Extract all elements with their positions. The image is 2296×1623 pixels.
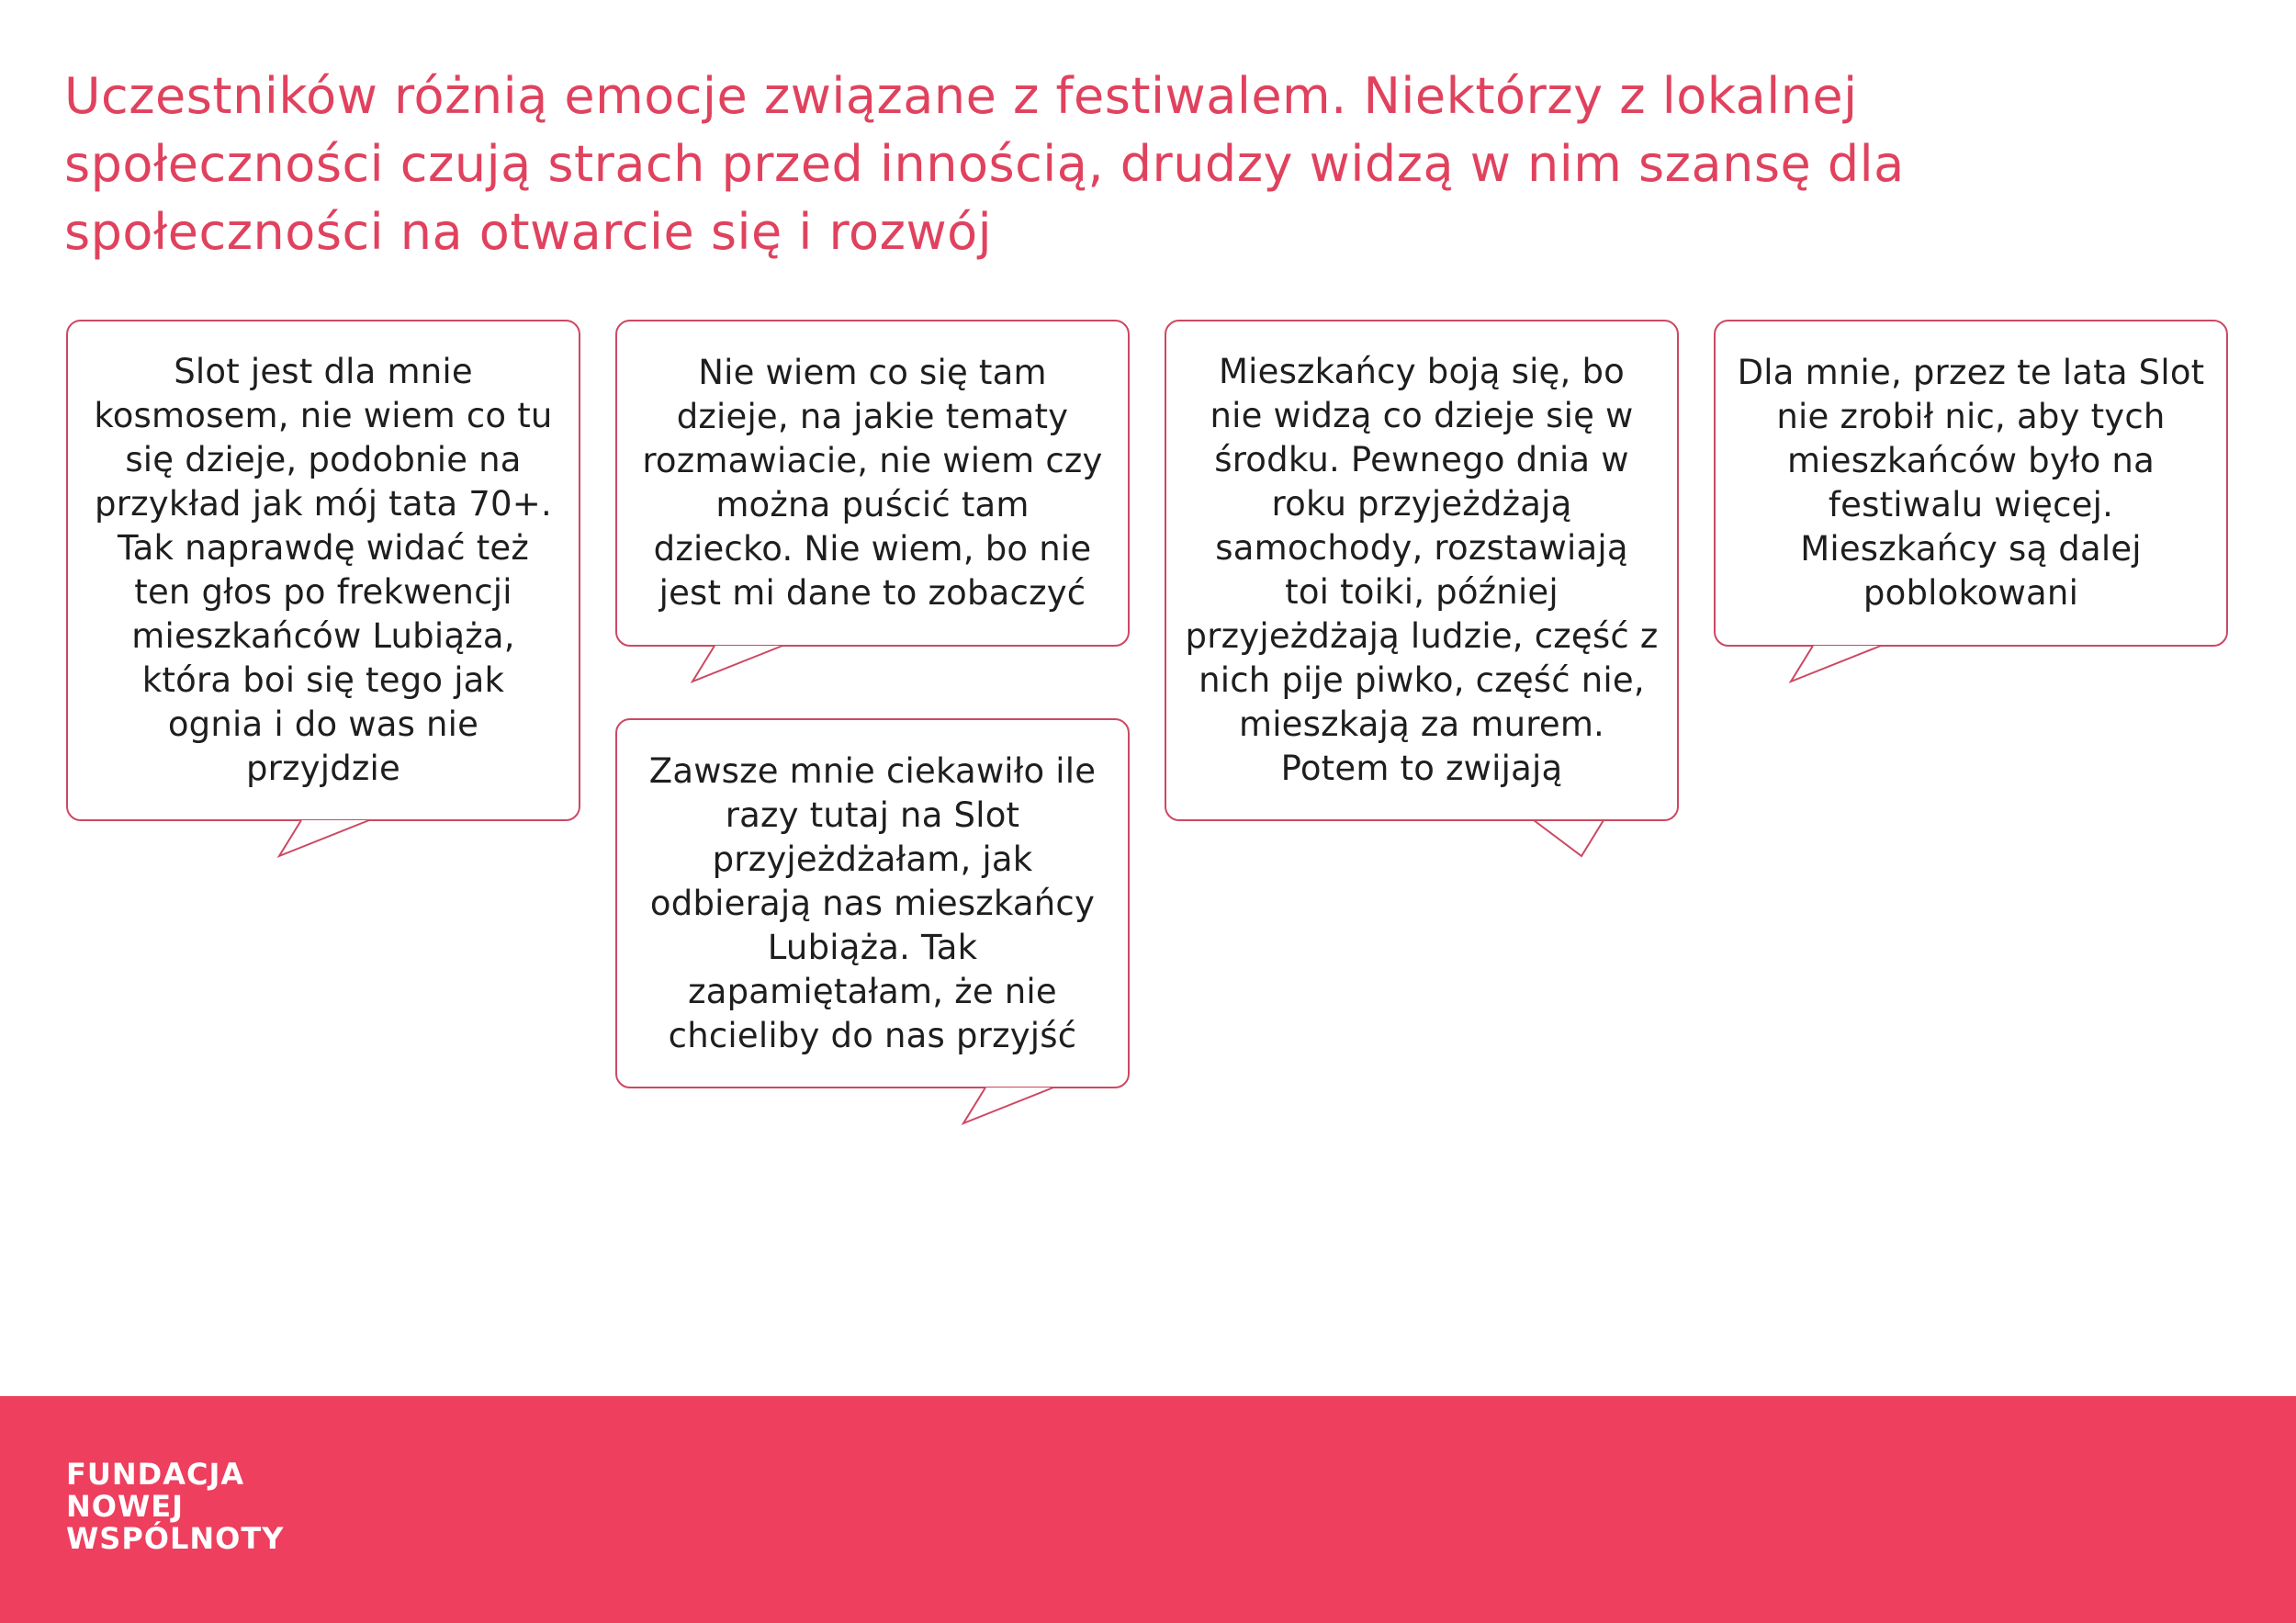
quote-bubble-4 xyxy=(1165,320,1679,821)
quote-text-4: Mieszkańcy boją się, bo nie widzą co dzieje się w środku. Pewnego dnia w roku przyjeżdżają samochody, rozstawiają toi toiki, później przyjeżdżają ludzie, część z nich pije piwko, część nie, mieszkają za murem. Potem to zwijają xyxy=(1185,352,1659,788)
quote-bubble-2 xyxy=(615,320,1130,647)
speech-bubble-tail-2 xyxy=(680,645,808,691)
foundation-logo xyxy=(66,1459,284,1555)
speech-bubble-tail-4 xyxy=(1506,819,1635,865)
logo-line-2: NOWEJ xyxy=(66,1489,185,1524)
speech-bubble-tail-3 xyxy=(951,1087,1079,1133)
footer-bar xyxy=(0,1396,2296,1623)
quote-bubble-1 xyxy=(66,320,580,821)
quote-text-2: Nie wiem co się tam dzieje, na jakie tematy rozmawiacie, nie wiem czy można puścić tam dziecko. Nie wiem, bo nie jest mi dane to zobaczyć xyxy=(642,353,1103,613)
quote-bubble-3 xyxy=(615,718,1130,1088)
speech-bubble-tail-5 xyxy=(1778,645,1907,691)
quote-text-1: Slot jest dla mnie kosmosem, nie wiem co tu się dzieje, podobnie na przykład jak mój tata 70+. Tak naprawdę widać też ten głos po frekwencji mieszkańców Lubiąża, która boi się tego jak ognia i do was nie przyjdzie xyxy=(94,352,553,788)
logo-line-1: FUNDACJA xyxy=(66,1457,245,1492)
speech-bubble-tail-1 xyxy=(266,819,395,865)
headline: Uczestników różnią emocje związane z festiwalem. Niektórzy z lokalnej społeczności czują strach przed innością, drudzy widzą w nim szansę dla społeczności na otwarcie się i rozwój xyxy=(64,67,1905,261)
quote-text-5: Dla mnie, przez te lata Slot nie zrobił nic, aby tych mieszkańców było na festiwalu więcej. Mieszkańcy są dalej poblokowani xyxy=(1737,353,2205,613)
logo-line-3: WSPÓLNOTY xyxy=(66,1521,285,1556)
quote-bubble-5 xyxy=(1714,320,2228,647)
quote-text-3: Zawsze mnie ciekawiło ile razy tutaj na Slot przyjeżdżałam, jak odbierają nas mieszkańcy Lubiąża. Tak zapamiętałam, że nie chcieliby do nas przyjść xyxy=(648,750,1097,1055)
